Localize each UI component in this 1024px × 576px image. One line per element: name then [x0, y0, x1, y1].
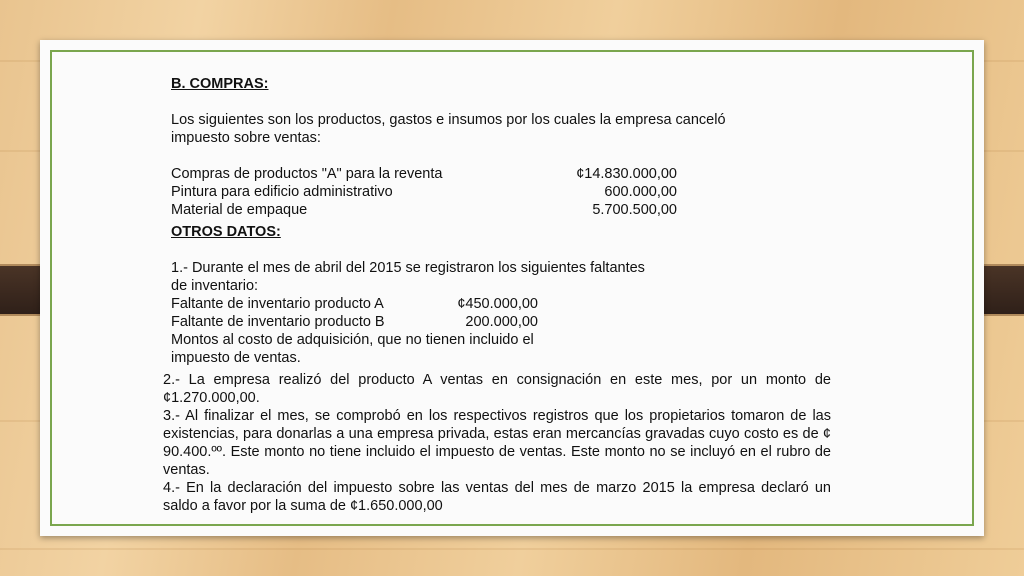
slide-paper	[40, 40, 984, 536]
item-amount: 600.000,00	[604, 184, 677, 200]
p1-line6: impuesto de ventas.	[171, 350, 301, 366]
paragraph-3: 3.- Al finalizar el mes, se comprobó en los respectivos registros que los propietarios tomaron de las existencias, para donarlas a una empresa privada, estas eran mercancías gravadas cuyo costo es de ¢ 90.400.ºº. Este monto no tiene incluido el impuesto de ventas. Este monto no se incluyó en el rubro de ventas.	[163, 408, 831, 478]
p1-line2: de inventario:	[171, 278, 259, 294]
p1-line5: Montos al costo de adquisición, que no tienen incluido el	[171, 332, 534, 348]
faltante-amount: ¢450.000,00	[457, 296, 538, 312]
compras-heading: B. COMPRAS:	[171, 76, 269, 92]
faltante-label: Faltante de inventario producto A	[171, 296, 384, 312]
faltante-amount: 200.000,00	[465, 314, 538, 330]
item-label: Material de empaque	[171, 202, 308, 218]
paragraph-4: 4.- En la declaración del impuesto sobre las ventas del mes de marzo 2015 la empresa declaró un saldo a favor por la suma de ¢1.650.000,00	[163, 480, 831, 514]
item-amount: 5.700.500,00	[592, 202, 677, 218]
compras-intro-line2: impuesto sobre ventas:	[171, 130, 321, 146]
wood-grain	[0, 548, 1024, 550]
p1-line1: 1.- Durante el mes de abril del 2015 se registraron los siguientes faltantes	[171, 260, 645, 276]
item-label: Pintura para edificio administrativo	[171, 184, 393, 200]
paragraph-2: 2.- La empresa realizó del producto A ventas en consignación en este mes, por un monto de ¢1.270.000,00.	[163, 372, 831, 406]
compras-intro-line1: Los siguientes son los productos, gastos e insumos por los cuales la empresa canceló	[171, 112, 726, 128]
slide-content	[40, 40, 984, 536]
item-amount: ¢14.830.000,00	[576, 166, 677, 182]
item-label: Compras de productos "A" para la reventa	[171, 166, 443, 182]
faltante-label: Faltante de inventario producto B	[171, 314, 385, 330]
otros-heading: OTROS DATOS:	[171, 224, 281, 240]
